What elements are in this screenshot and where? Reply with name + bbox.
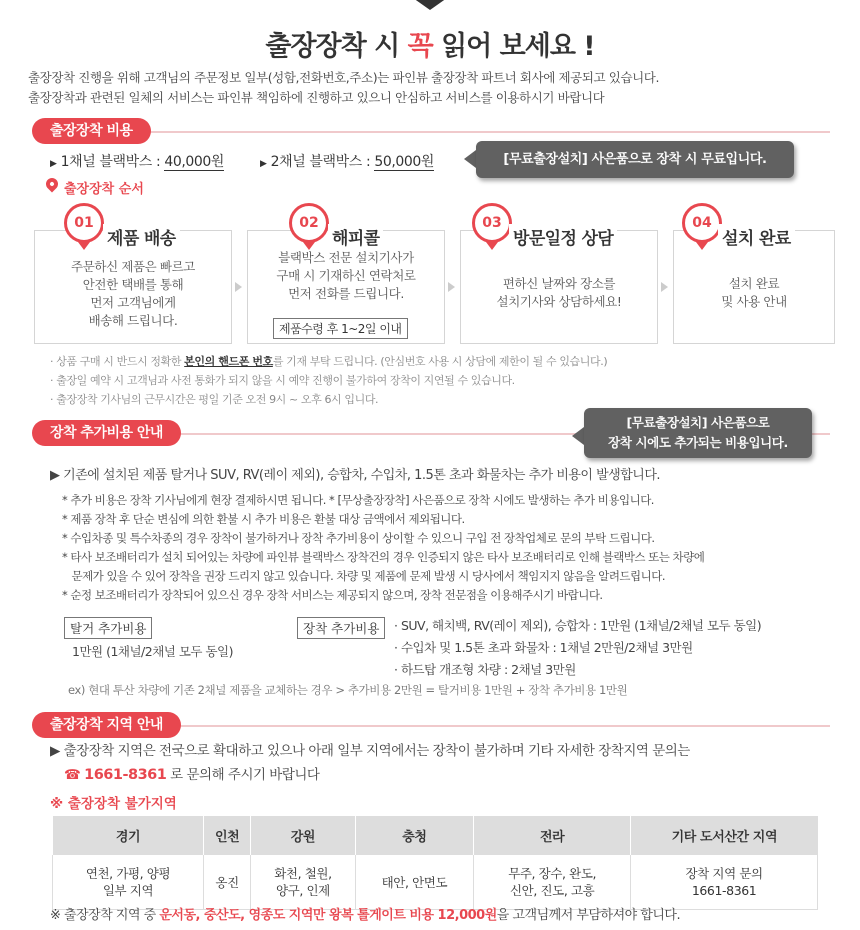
table-cell: 화천, 철원, 양구, 인제 <box>251 855 355 910</box>
extra-section-header: 장착 추가비용 안내 <box>32 420 181 446</box>
table-cell: 연천, 가평, 양평 일부 지역 <box>53 855 204 910</box>
column-header: 인천 <box>203 816 250 855</box>
removal-label: 탈거 추가비용 <box>64 617 152 639</box>
table-row <box>53 855 818 910</box>
phone-icon: ☎ <box>64 767 81 783</box>
column-header: 전라 <box>474 816 631 855</box>
column-header: 기타 도서산간 지역 <box>631 816 818 855</box>
title-post: 읽어 보세요 ! <box>432 31 595 62</box>
column-header: 강원 <box>251 816 355 855</box>
free-install-tip: [무료출장설치] 사은품으로 장착 시 무료입니다. <box>476 141 794 178</box>
step-arrow <box>235 282 242 292</box>
price-1ch: ▶ 1채널 블랙박스 : 40,000원 <box>50 154 225 170</box>
table-cell: 장착 지역 문의 1661-8361 <box>631 855 818 910</box>
note-3: · 출장장착 기사님의 근무시간은 평일 기준 오전 9시 ~ 오후 6시 입니다. <box>50 393 379 406</box>
extra-cost-tip: [무료출장설치] 사은품으로 장착 시에도 추가되는 비용입니다. <box>584 408 812 458</box>
price-2ch-value: 50,000원 <box>374 154 435 170</box>
step-title-1: 제품 배송 <box>103 224 180 249</box>
price-2ch: ▶ 2채널 블랙박스 : 50,000원 <box>260 154 435 170</box>
order-notes <box>50 352 607 409</box>
step-body-1: 주문하신 제품은 빠르고 안전한 택배를 통해 먼저 고객님에게 배송해 드립니다. <box>71 259 195 328</box>
unavailable-region-table <box>52 816 818 910</box>
step-2-timing-box: 제품수령 후 1~2일 이내 <box>273 318 408 339</box>
column-header: 경기 <box>53 816 204 855</box>
note-2: · 출장일 예약 시 고객님과 사전 통화가 되지 않을 시 예약 진행이 불가하여 장착이 지연될 수 있습니다. <box>50 374 515 387</box>
tip-arrow <box>572 427 584 445</box>
install-lines: · SUV, 해치백, RV(레이 제외), 승합차 : 1만원 (1채널/2채널 모두 동일) · 수입차 및 1.5톤 초과 화물차 : 1채널 2만원/2채널 3만원 · 하드탑 개조형 차량 : 2채널 3만원 <box>394 618 762 677</box>
step-badge-tail <box>486 242 498 250</box>
location-pin-icon <box>44 176 61 193</box>
section-divider <box>40 131 830 133</box>
extra-item: * 순정 보조배터리가 장착되어 있으신 경우 장착 서비스는 제공되지 않으며, 장착 전문점을 이용해주시기 바랍니다. <box>62 588 603 602</box>
extra-item: * 추가 비용은 장착 기사님에게 현장 결제하시면 됩니다. * [무상출장장착] 사은품으로 장착 시에도 발생하는 추가 비용입니다. <box>62 493 654 507</box>
region-section-header: 출장장착 지역 안내 <box>32 712 181 738</box>
extra-items <box>62 491 704 605</box>
note-1: · 상품 구매 시 반드시 정확한 본인의 핸드폰 번호를 기재 부탁 드립니다. (안심번호 사용 시 상담에 제한이 될 수 있습니다.) <box>50 355 608 368</box>
phone-number[interactable]: 1661-8361 <box>84 767 167 783</box>
step-title-2: 해피콜 <box>328 224 383 249</box>
intro-text <box>28 68 659 108</box>
unavailable-heading: ※ 출장장착 불가지역 <box>50 796 177 812</box>
page-title <box>0 24 860 63</box>
step-body-2: 블랙박스 전문 설치기사가 구매 시 기재하신 연락처로 먼저 전화를 드립니다. <box>276 250 416 301</box>
region-main: ▶ 출장장착 지역은 전국으로 확대하고 있으나 아래 일부 지역에서는 장착이 불가하며 기타 자세한 장착지역 문의는 <box>50 743 690 759</box>
step-badge-4: 04 <box>682 203 722 243</box>
extra-item: * 수입차종 및 특수차종의 경우 장착이 불가하거나 장착 추가비용이 상이할 수 있으니 구입 전 장착업체로 문의 부탁 드립니다. <box>62 531 655 545</box>
step-badge-tail <box>78 242 90 250</box>
extra-item: 문제가 있을 수 있어 장착을 권장 드리지 않고 있습니다. 차량 및 제품에 문제 발생 시 당사에서 책임지지 않음을 알려드립니다. <box>62 569 666 583</box>
title-highlight: 꼭 <box>407 31 433 62</box>
removal-value: 1만원 (1채널/2채널 모두 동일) <box>72 644 233 659</box>
extra-item: * 제품 장착 후 단순 변심에 의한 환불 시 추가 비용은 환불 대상 금액에서 제외됩니다. <box>62 512 465 526</box>
cost-section-header: 출장장착 비용 <box>32 118 151 144</box>
step-body-4: 설치 완료 및 사용 안내 <box>721 276 787 309</box>
intro-line: 출장장착과 관련된 일체의 서비스는 파인뷰 책임하에 진행하고 있으니 안심하고 서비스를 이용하시기 바랍니다 <box>28 90 605 105</box>
install-label: 장착 추가비용 <box>297 617 385 639</box>
extra-item: * 타사 보조배터리가 설치 되어있는 차량에 파인뷰 블랙박스 장착건의 경우 인증되지 않은 타사 보조배터리로 인해 블랙박스 또는 차량에 <box>62 550 705 564</box>
step-title-3: 방문일정 상담 <box>509 224 617 249</box>
table-header-row <box>53 816 818 855</box>
region-contact: ☎ 1661-8361 로 문의해 주시기 바랍니다 <box>64 767 320 783</box>
step-badge-tail <box>696 242 708 250</box>
order-header: 출장장착 순서 <box>64 182 144 197</box>
step-arrow <box>448 282 455 292</box>
top-notch <box>413 0 447 10</box>
step-title-4: 설치 완료 <box>718 224 795 249</box>
title-pre: 출장장착 시 <box>265 31 408 62</box>
region-footer: ※ 출장장착 지역 중 운서동, 중산도, 영종도 지역만 왕복 톨게이트 비용 12,000원을 고객님께서 부담하셔야 합니다. <box>50 908 681 923</box>
price-1ch-value: 40,000원 <box>164 154 225 170</box>
table-cell: 옹진 <box>203 855 250 910</box>
table-cell: 태안, 안면도 <box>355 855 473 910</box>
step-arrow <box>661 282 668 292</box>
tip-arrow <box>464 150 476 168</box>
extra-main: ▶ 기존에 설치된 제품 탈거나 SUV, RV(레이 제외), 승합차, 수입차, 1.5톤 초과 화물차는 추가 비용이 발생합니다. <box>50 468 661 483</box>
step-badge-3: 03 <box>472 203 512 243</box>
extra-example: ex) 현대 투산 차량에 기존 2채널 제품을 교체하는 경우 > 추가비용 2만원 = 탈거비용 1만원 + 장착 추가비용 1만원 <box>68 683 628 697</box>
step-body-3: 편하신 날짜와 장소를 설치기사와 상담하세요! <box>496 276 622 309</box>
step-badge-1: 01 <box>64 203 104 243</box>
step-badge-2: 02 <box>289 203 329 243</box>
table-cell: 무주, 장수, 완도, 신안, 진도, 고흥 <box>474 855 631 910</box>
column-header: 충청 <box>355 816 473 855</box>
intro-line: 출장장착 진행을 위해 고객님의 주문정보 일부(성함,전화번호,주소)는 파인뷰 출장장착 파트너 회사에 제공되고 있습니다. <box>28 70 660 85</box>
